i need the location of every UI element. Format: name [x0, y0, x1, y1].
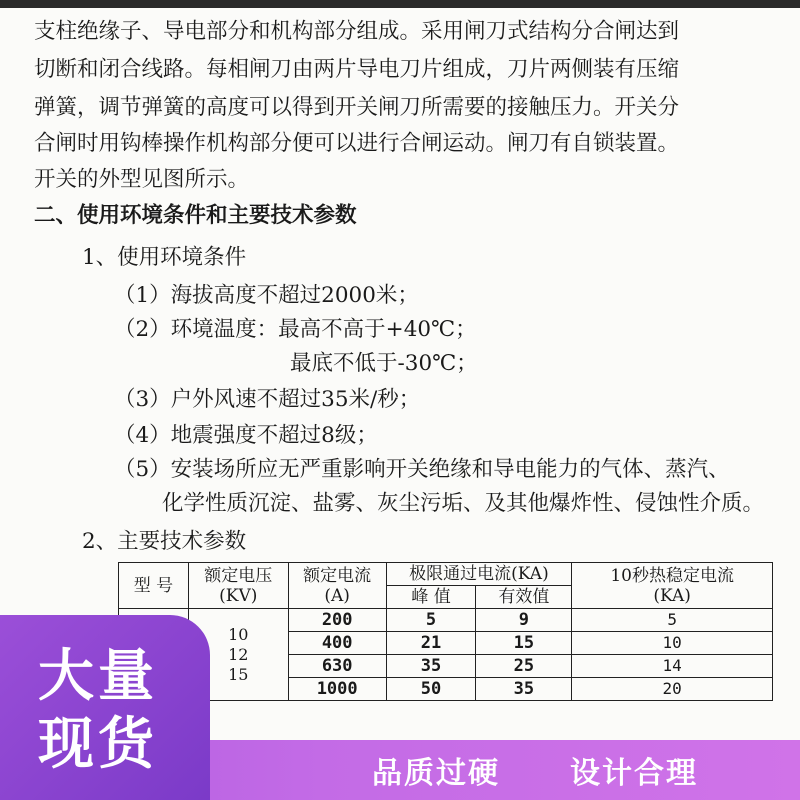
badge-line-1: 大量 — [38, 644, 158, 709]
current-value: 200 — [288, 609, 386, 632]
body-line-5: 开关的外型见图所示。 — [34, 167, 250, 192]
badge-line-2: 现货 — [38, 712, 158, 777]
thermal-value: 20 — [572, 678, 773, 701]
header-model: 型 号 — [119, 563, 189, 609]
header-thermal-label: 10秒热稳定电流 — [610, 565, 734, 586]
subheading-conditions: 1、使用环境条件 — [82, 245, 247, 270]
body-line-1: 支柱绝缘子、导电部分和机构部分组成。采用闸刀式结构分合闸达到 — [34, 19, 680, 44]
rms-value: 25 — [476, 655, 572, 678]
header-limit-current: 极限通过电流(KA) — [386, 563, 572, 586]
condition-earthquake: （4）地震强度不超过8级； — [114, 423, 378, 448]
header-current-label: 额定电流 — [303, 565, 372, 586]
body-line-3: 弹簧，调节弹簧的高度可以得到开关闸刀所需要的接触压力。开关分 — [34, 95, 680, 120]
condition-environment-cont: 化学性质沉淀、盐雾、灰尘污垢、及其他爆炸性、侵蚀性介质。 — [162, 491, 765, 516]
current-value: 1000 — [288, 678, 386, 701]
voltage-value: 10 — [228, 624, 249, 644]
slogan-quality: 品质过硬 — [372, 756, 500, 791]
header-current — [288, 563, 386, 609]
condition-environment: （5）安装场所应无严重影响开关绝缘和导电能力的气体、蒸汽、 — [114, 457, 730, 482]
header-voltage — [188, 563, 288, 609]
body-line-4: 合闸时用钩棒操作机构部分便可以进行合闸运动。闸刀有自锁装置。 — [34, 131, 680, 156]
thermal-value: 10 — [572, 632, 773, 655]
peak-value: 50 — [386, 678, 476, 701]
condition-temperature: （2）环境温度：最高不高于+40℃； — [114, 317, 477, 342]
thermal-value: 5 — [572, 609, 773, 632]
current-value: 400 — [288, 632, 386, 655]
header-voltage-unit: (KV) — [219, 585, 258, 606]
peak-value: 5 — [386, 609, 476, 632]
rms-value: 15 — [476, 632, 572, 655]
slogan-design: 设计合理 — [570, 756, 698, 791]
voltage-value: 15 — [228, 664, 249, 684]
spec-table — [118, 562, 773, 701]
voltage-value: 12 — [228, 644, 249, 664]
header-thermal-unit: (KA) — [653, 585, 691, 606]
section-heading: 二、使用环境条件和主要技术参数 — [34, 203, 357, 228]
condition-altitude: （1）海拔高度不超过2000米； — [114, 283, 419, 308]
subheading-parameters: 2、主要技术参数 — [82, 529, 247, 554]
header-voltage-label: 额定电压 — [204, 565, 273, 586]
rms-value: 35 — [476, 678, 572, 701]
peak-value: 35 — [386, 655, 476, 678]
header-rms: 有效值 — [476, 586, 572, 609]
header-peak: 峰 值 — [386, 586, 476, 609]
body-line-2: 切断和闭合线路。每相闸刀由两片导电刀片组成，刀片两侧装有压缩 — [34, 57, 680, 82]
rms-value: 9 — [476, 609, 572, 632]
top-edge-strip — [0, 0, 800, 8]
promo-badge — [0, 615, 210, 800]
peak-value: 21 — [386, 632, 476, 655]
current-value: 630 — [288, 655, 386, 678]
header-current-unit: (A) — [324, 585, 350, 606]
thermal-value: 14 — [572, 655, 773, 678]
header-thermal — [572, 563, 773, 609]
condition-wind: （3）户外风速不超过35米/秒； — [114, 387, 421, 412]
condition-temperature-min: 最底不低于-30℃； — [290, 351, 478, 376]
